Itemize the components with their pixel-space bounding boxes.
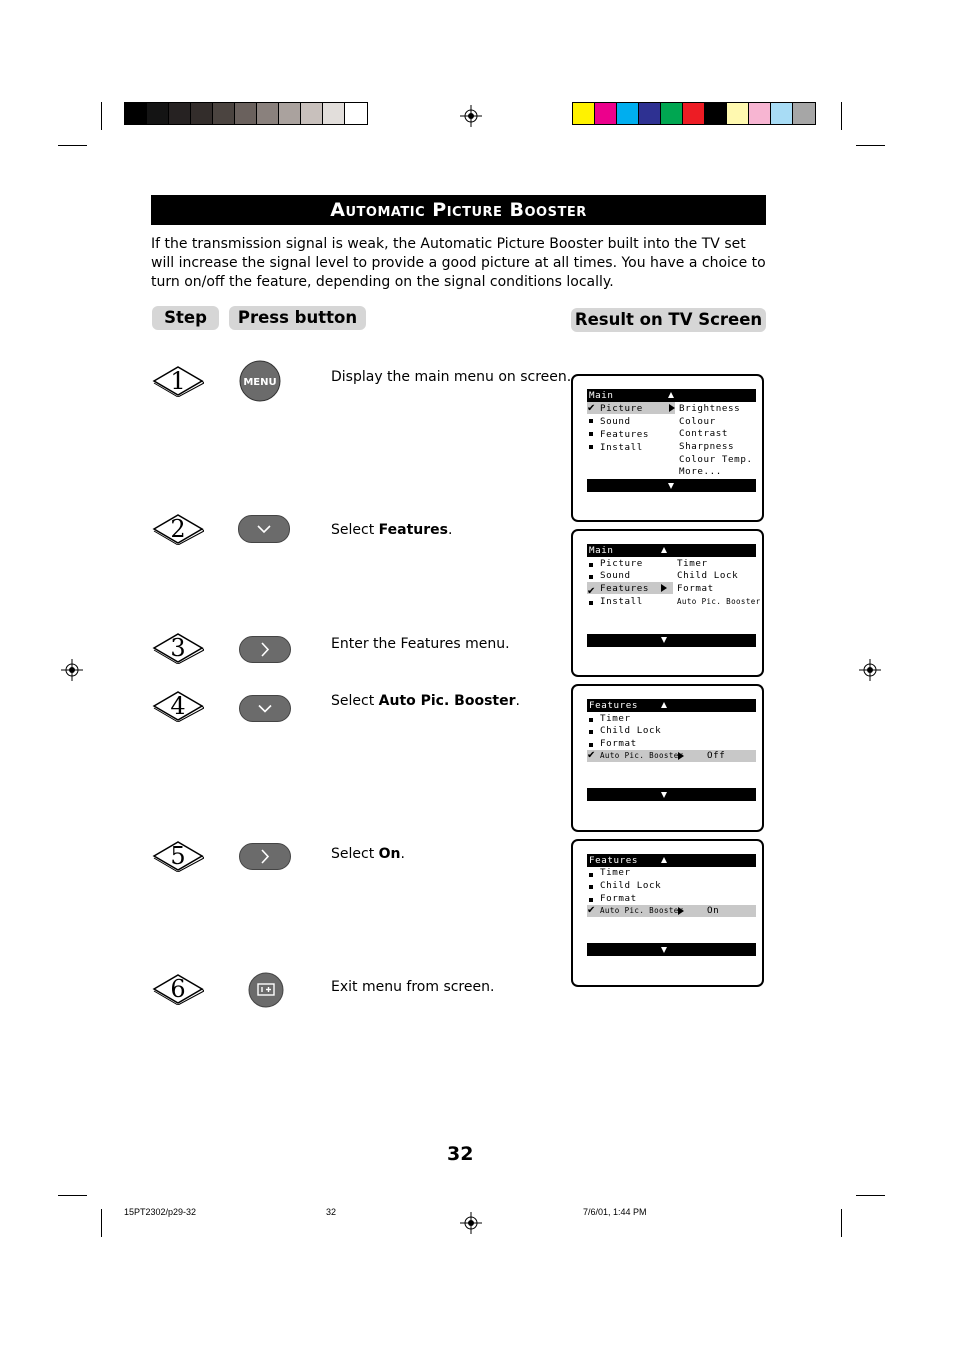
scroll-down-icon <box>661 947 667 953</box>
color-swatch <box>213 103 235 124</box>
color-swatch <box>683 103 705 124</box>
color-swatch <box>661 103 683 124</box>
result-header: Result on TV Screen <box>571 308 766 332</box>
crop-mark <box>58 1195 87 1196</box>
check-icon: ✔ <box>587 905 596 916</box>
grayscale-calibration-bar <box>124 102 368 125</box>
osd-item: Features <box>600 583 650 594</box>
osd-item: Format <box>600 738 637 749</box>
submenu-arrow-icon <box>678 752 684 760</box>
bullet-icon <box>589 432 593 436</box>
osd-item: Features <box>600 429 650 440</box>
color-swatch <box>727 103 749 124</box>
osd-subitem: Timer <box>677 558 708 569</box>
color-swatch <box>191 103 213 124</box>
osd-subitem: Sharpness <box>679 441 735 452</box>
osd-subitem: Colour Temp. <box>679 454 753 465</box>
tv-screen-1 <box>571 374 764 522</box>
step-number-text: 1 <box>170 367 186 395</box>
crop-mark <box>58 145 87 146</box>
osd-subitem: Child Lock <box>677 570 739 581</box>
crop-mark <box>841 102 842 130</box>
scroll-up-icon <box>661 702 667 708</box>
osd-item: Auto Pic. Booster <box>600 906 684 915</box>
scroll-up-icon <box>661 857 667 863</box>
step-5-description: Select On. <box>331 846 405 862</box>
check-icon: ✔ <box>587 750 596 761</box>
color-swatch <box>301 103 323 124</box>
step-3-description: Enter the Features menu. <box>331 636 510 652</box>
tv-screen-4 <box>571 839 764 987</box>
color-swatch <box>235 103 257 124</box>
press-button-header: Press button <box>229 306 366 330</box>
check-icon: ✔ <box>587 586 596 597</box>
color-swatch <box>147 103 169 124</box>
bullet-icon <box>589 601 593 605</box>
osd-footer-bar <box>587 943 756 956</box>
step-number-text: 4 <box>170 692 186 720</box>
step-number-4 <box>152 690 204 722</box>
bullet-icon <box>589 445 593 449</box>
osd-item: Sound <box>600 570 631 581</box>
color-swatch <box>771 103 793 124</box>
crop-mark <box>841 1209 842 1237</box>
bullet-icon <box>589 563 593 567</box>
registration-mark-icon <box>61 659 83 681</box>
color-swatch <box>749 103 771 124</box>
check-icon: ✔ <box>587 403 596 414</box>
osd-footer-bar <box>587 788 756 801</box>
footer-file: 15PT2302/p29-32 <box>124 1207 197 1217</box>
osd-header-bar <box>587 854 756 867</box>
scroll-down-icon <box>661 792 667 798</box>
bullet-icon <box>589 873 593 877</box>
step-6-description: Exit menu from screen. <box>331 979 495 995</box>
step-4-description: Select Auto Pic. Booster. <box>331 693 520 709</box>
osd-header-bar <box>587 699 756 712</box>
osd-item: Child Lock <box>600 725 662 736</box>
osd-item: Timer <box>600 867 631 878</box>
osd-header: Main <box>589 390 614 401</box>
osd-item: Auto Pic. Booster <box>600 751 684 760</box>
scroll-down-icon <box>668 483 674 489</box>
color-swatch <box>257 103 279 124</box>
color-swatch <box>639 103 661 124</box>
osd-item: Format <box>600 893 637 904</box>
registration-mark-icon <box>859 659 881 681</box>
bullet-icon <box>589 730 593 734</box>
bullet-icon <box>589 419 593 423</box>
osd-value: On <box>707 905 720 916</box>
step-number-1 <box>152 365 204 397</box>
footer-page: 32 <box>326 1207 337 1217</box>
menu-button-label: MENU <box>243 377 277 388</box>
submenu-arrow-icon <box>661 584 667 592</box>
registration-mark-icon <box>460 1212 482 1234</box>
right-button-icon <box>239 636 291 663</box>
scroll-up-icon <box>668 392 674 398</box>
osd-subitem: Brightness <box>679 403 741 414</box>
osd-header: Features <box>589 700 639 711</box>
osd-subitem: Colour <box>679 416 716 427</box>
step-1-description: Display the main menu on screen. <box>331 369 572 385</box>
scroll-down-icon <box>661 637 667 643</box>
step-number-6 <box>152 973 204 1005</box>
intro-paragraph: If the transmission signal is weak, the Automatic Picture Booster built into the TV set will increase the signal level to provide a good picture at all times. You have a choice to turn on/off the feature, depending on the signal conditions locally. <box>151 236 766 290</box>
osd-item: Install <box>600 442 643 453</box>
step-number-2 <box>152 513 204 545</box>
osd-value: Off <box>707 750 726 761</box>
step-header: Step <box>152 306 219 330</box>
osd-item: Install <box>600 596 643 607</box>
footer-date: 7/6/01, 1:44 PM <box>583 1207 647 1217</box>
bullet-icon <box>589 718 593 722</box>
crop-mark <box>856 1195 885 1196</box>
step-number-text: 2 <box>170 515 186 543</box>
color-swatch <box>595 103 617 124</box>
step-number-text: 6 <box>170 975 186 1003</box>
color-swatch <box>617 103 639 124</box>
color-swatch <box>793 103 815 124</box>
page-title: Automatic Picture Booster <box>151 195 766 225</box>
bullet-icon <box>589 898 593 902</box>
tv-screen-3 <box>571 684 764 832</box>
osd-item: Picture <box>600 558 643 569</box>
step-number-text: 5 <box>170 842 186 870</box>
scroll-up-icon <box>661 547 667 553</box>
submenu-arrow-icon <box>669 404 675 412</box>
down-button-icon <box>239 695 291 722</box>
osd-subitem: Auto Pic. Booster <box>677 597 761 606</box>
color-calibration-bar <box>572 102 816 125</box>
osd-item: Picture <box>600 403 643 414</box>
step-number-text: 3 <box>170 634 186 662</box>
color-swatch <box>279 103 301 124</box>
crop-mark <box>856 145 885 146</box>
color-swatch <box>169 103 191 124</box>
step-number-5 <box>152 840 204 872</box>
osd-subitem: Format <box>677 583 714 594</box>
registration-mark-icon <box>460 105 482 127</box>
color-swatch <box>323 103 345 124</box>
osd-header-bar <box>587 544 756 557</box>
submenu-arrow-icon <box>678 907 684 915</box>
tv-screen-2 <box>571 529 764 677</box>
osd-subitem: More... <box>679 466 722 477</box>
osd-subitem: Contrast <box>679 428 729 439</box>
page-number: 32 <box>447 1143 474 1165</box>
osd-header: Features <box>589 855 639 866</box>
color-swatch <box>573 103 595 124</box>
color-swatch <box>125 103 147 124</box>
crop-mark <box>101 1209 102 1237</box>
crop-mark <box>101 102 102 130</box>
step-2-description: Select Features. <box>331 522 453 538</box>
osd-info-button-icon <box>248 972 284 1008</box>
osd-item: Timer <box>600 713 631 724</box>
osd-header: Main <box>589 545 614 556</box>
osd-footer-bar <box>587 634 756 647</box>
down-button-icon <box>238 515 290 543</box>
menu-button-icon <box>239 360 281 402</box>
osd-item: Child Lock <box>600 880 662 891</box>
bullet-icon <box>589 743 593 747</box>
step-number-3 <box>152 632 204 664</box>
bullet-icon <box>589 575 593 579</box>
bullet-icon <box>589 885 593 889</box>
color-swatch <box>705 103 727 124</box>
osd-item: Sound <box>600 416 631 427</box>
right-button-icon <box>239 843 291 870</box>
color-swatch <box>345 103 367 124</box>
